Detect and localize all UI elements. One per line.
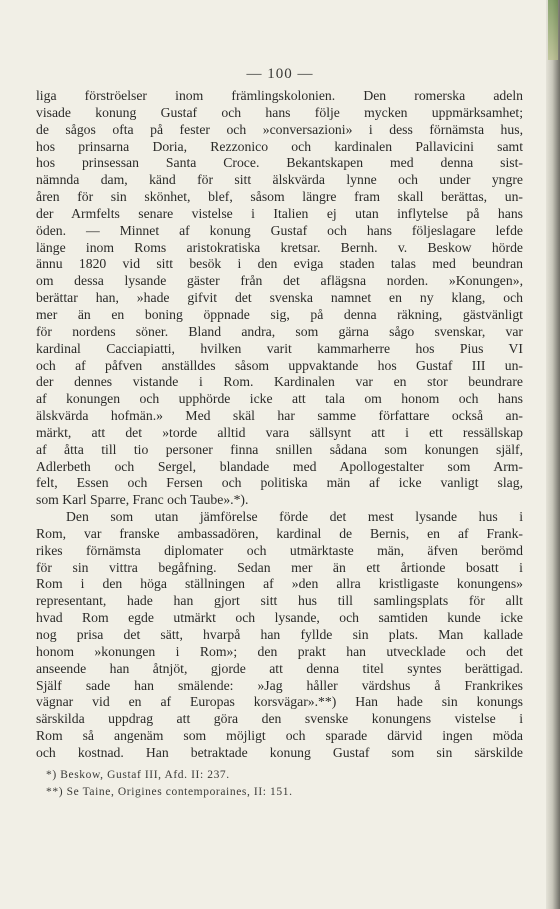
text-line: nog prisa det sätt, hvarpå han fyllde sin plats. Man kallade [36,627,523,642]
footnotes [46,767,506,801]
paragraph-end-line: som Karl Sparre, Franc och Taube».*). [36,492,249,508]
text-line: representant, hade han gjort sitt hus till samlingsplats för allt [36,593,523,609]
paragraph-start-line: Den som utan jämförelse förde det mest lysande hus i [66,509,523,525]
text-line: vägnar vid en af Europas korsvägar».**) Han hade sin konungs [36,694,523,710]
text-line: liga förströelser inom främlingskolonien. Den romerska adeln [36,88,523,103]
text-line: Rom i den höga ställningen af »den allra kristligaste konungens» [36,576,523,592]
text-line: Adlerbeth och Sergel, blandade med Apollogestalter som Arm- [36,458,523,474]
text-line: nämnda dam, känd för sitt älskvärda lynne och under yngre [36,172,523,188]
text-line: för sin vittra begåfning. Sedan mer än ett årtionde bosatt i [36,559,523,575]
text-line: felt, Essen och Fersen och politiska män af icke vanligt slag, [36,475,523,491]
text-line: särskilda uppdrag att göra den svenske konungens vistelse i [36,711,523,727]
text-line: hos prinsarna Doria, Rezzonico och kardinalen Pallavicini samt [36,138,523,154]
text-line: berättar han, »hade gifvit det svenska namnet en ny klang, och [36,290,523,306]
text-line: kardinal Cacciapiatti, hvilken varit kammarherre hos Pius VI [36,340,523,356]
page-edge-mark [548,0,558,60]
text-line: älskvärda hofmän.» Med skäl har samme författare också an- [36,408,523,424]
text-line: der Armfelts senare vistelse i Italien ej utan inflytelse på hans [36,205,523,221]
text-line: Rom så angenäm som möjligt och sparade därvid ingen möda [36,728,523,744]
text-line: och af påfven anställdes såsom uppvaktande hos Gustaf III un- [36,357,523,373]
text-line: åren för sin skönhet, blef, såsom längre fram skall berättas, un- [36,189,523,205]
text-line: Rom, var franske ambassadören, kardinal de Bernis, en af Frank- [36,525,523,541]
text-line: anseende han åtnjöt, gjorde att denna titel syntes berättigad. [36,660,523,676]
text-line: Själf sade han smälende: »Jag håller värdshus å Frankrikes [36,677,523,693]
text-line: hvad Rom egde utmärkt och lysande, och samtiden kunde icke [36,610,523,626]
text-line: för nordens söner. Bland andra, som gärna sågo svenskar, var [36,323,523,339]
text-line: och kostnad. Han betraktade konung Gustaf som sin särskilde [36,744,523,760]
text-line: märkt, att det »torde alltid vara sällsynt att i ett ressällskap [36,424,523,440]
body-text [36,88,523,762]
text-line: visade konung Gustaf och hans följe mycken uppmärksamhet; [36,104,523,120]
text-line: de sågos ofta på fester och »conversazioni» i dess förnämsta hus, [36,121,523,137]
page-edge-shadow [546,0,560,909]
text-line: länge inom Roms aristokratiska kretsar. Bernh. v. Beskow hörde [36,239,523,255]
text-line: rikes förnämsta diplomater och utmärktaste män, äfven berömd [36,542,523,558]
text-line: öden. — Minnet af konung Gustaf och hans följeslagare lefde [36,222,523,238]
page-number: — 100 — [246,66,314,82]
text-line: af konungen och upphörde icke att tala om honom och hans [36,391,523,407]
footnote: **) Se Taine, Origines contemporaines, II: 151. [46,786,293,798]
text-line: honom »konungen i Rom»; den prakt han utvecklade och det [36,643,523,659]
footnote: *) Beskow, Gustaf III, Afd. II: 237. [46,769,230,781]
text-line: ännu 1820 vid sitt besök i den eviga staden talas med beundran [36,256,523,272]
text-line: af åtta till tio personer finna snillen sådana som konungen själf, [36,441,523,457]
text-line: der dennes vistande i Rom. Kardinalen var en stor beundrare [36,374,523,390]
text-line: mer än en boning öppnade sig, på denna räkning, gästvänligt [36,306,523,322]
text-line: hos prinsessan Santa Croce. Bekantskapen med denna sist- [36,155,523,171]
text-line: om dessa lysande gäster från det aflägsna norden. »Konungen», [36,273,523,289]
